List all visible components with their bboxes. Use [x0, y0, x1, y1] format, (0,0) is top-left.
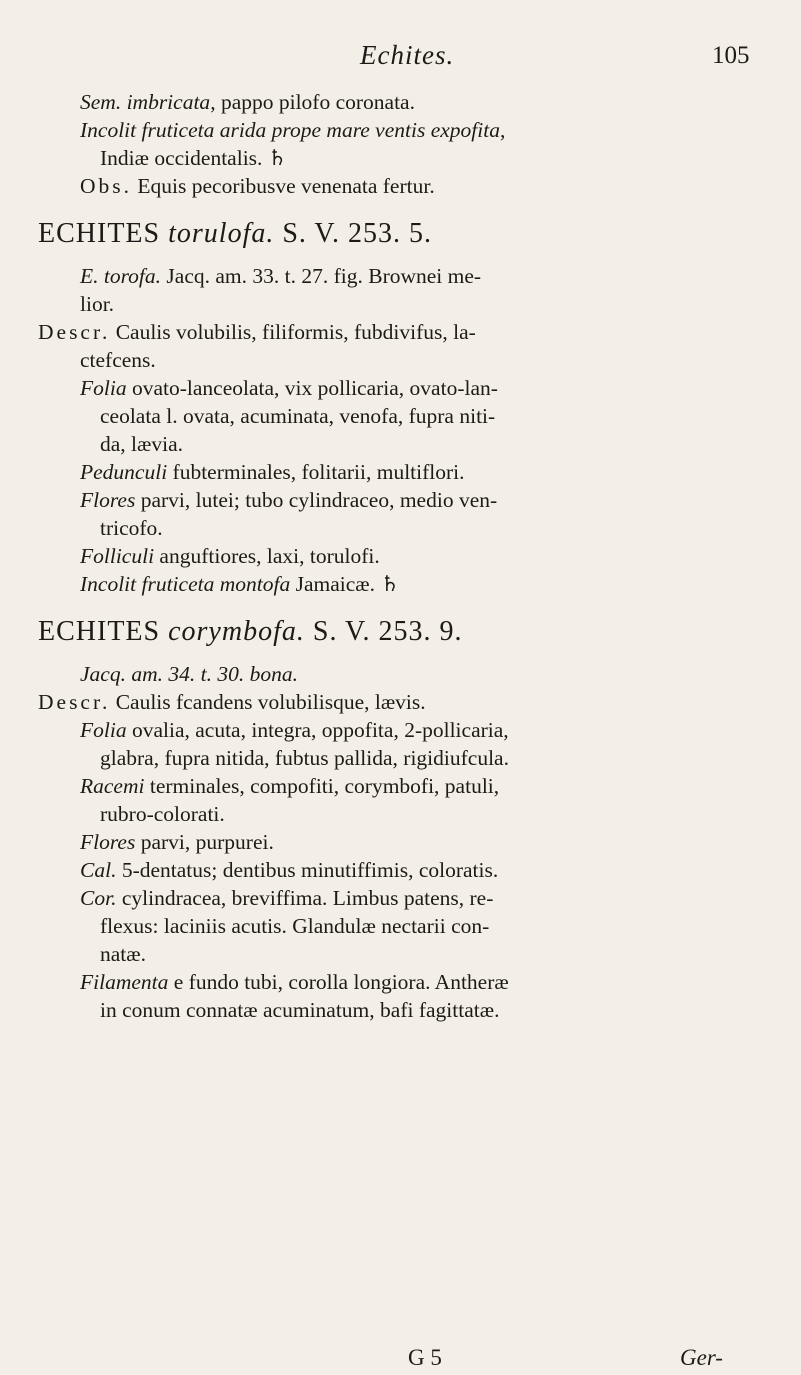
species-heading: ECHITES corymbofa. S. V. 253. 9. [38, 616, 463, 647]
text-line: flexus: laciniis acutis. Glandulæ nectarii con- [100, 914, 490, 938]
text-line: Folia ovalia, acuta, integra, oppofita, 2-pollicaria, [80, 718, 509, 742]
text-line: Flores parvi, lutei; tubo cylindraceo, medio ven- [80, 488, 498, 512]
text-line: Incolit fruticeta arida prope mare ventis expofita, [80, 118, 506, 142]
text-line: Cal. 5-dentatus; dentibus minutiffimis, coloratis. [80, 858, 499, 882]
text-line: Incolit fruticeta montofa Jamaicæ. ♄ [80, 572, 400, 596]
text-line: Flores parvi, purpurei. [80, 830, 274, 854]
text-line: lior. [80, 292, 115, 316]
text-line: rubro-colorati. [100, 802, 225, 826]
text-line: Folia ovato-lanceolata, vix pollicaria, ovato-lan- [80, 376, 498, 400]
running-title: Echites. [360, 40, 455, 70]
catchword: Ger- [680, 1345, 723, 1370]
text-line: ceolata l. ovata, acuminata, venofa, fupra niti- [100, 404, 496, 428]
text-line: Folliculi anguftiores, laxi, torulofi. [80, 544, 380, 568]
text-line: in conum connatæ acuminatum, bafi fagittatæ. [100, 998, 500, 1022]
text-line: Pedunculi fubterminales, folitarii, multiflori. [80, 460, 465, 484]
text-line: Jacq. am. 34. t. 30. bona. [80, 662, 298, 686]
text-line: tricofo. [100, 516, 163, 540]
text-line: Racemi terminales, compofiti, corymbofi, patuli, [80, 774, 500, 798]
page-footer [0, 1345, 801, 1375]
text-line: ctefcens. [80, 348, 156, 372]
text-line: E. torofa. Jacq. am. 33. t. 27. fig. Brownei me- [80, 264, 482, 288]
text-line: Descr. Caulis fcandens volubilisque, lævis. [38, 690, 426, 714]
text-line: Filamenta e fundo tubi, corolla longiora. Antheræ [80, 970, 509, 994]
text-line: Obs. Equis pecoribusve venenata fertur. [80, 174, 435, 198]
page-number: 105 [712, 42, 750, 69]
text-line: natæ. [100, 942, 146, 966]
text-line: Cor. cylindracea, breviffima. Limbus patens, re- [80, 886, 494, 910]
signature-mark: G 5 [408, 1345, 442, 1370]
page-header [0, 40, 801, 80]
text-line: Descr. Caulis volubilis, filiformis, fubdivifus, la- [38, 320, 476, 344]
text-line: Sem. imbricata, pappo pilofo coronata. [80, 90, 415, 114]
text-line: da, lævia. [100, 432, 183, 456]
species-heading: ECHITES torulofa. S. V. 253. 5. [38, 218, 433, 249]
text-line: Indiæ occidentalis. ♄ [100, 146, 288, 170]
text-line: glabra, fupra nitida, fubtus pallida, rigidiufcula. [100, 746, 509, 770]
page-body [38, 88, 768, 1024]
